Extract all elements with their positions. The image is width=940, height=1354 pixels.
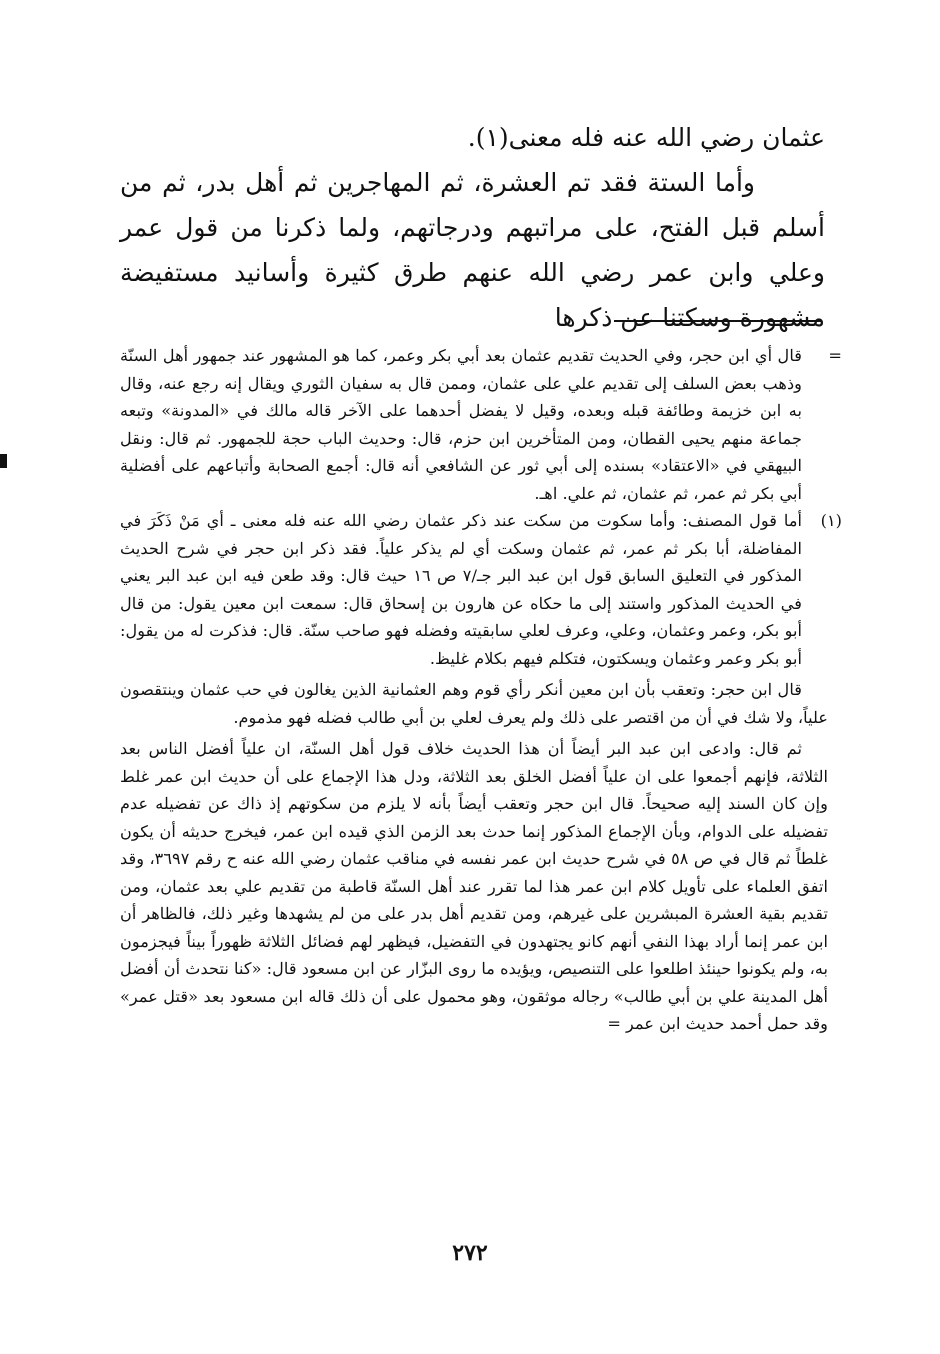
continuation-marker: = bbox=[828, 346, 842, 365]
footnote-1-paragraph-c: ثم قال: وادعى ابن عبد البر أيضاً أن هذا الحديث خلاف قول أهل السنّة، ان علياً أفضل الناس بعد الثلاثة، فإنهم أجمعوا على ان علياً أفضل الخلق بعد الثلاثة، ودل هذا الإجماع على أن حديث ابن عمر غلط وإن كان السند إليه صحيحاً. قال ابن حجر وتعقب أيضاً بأنه لا يلزم من سكوتهم إذ ذاك عن تفضيله عدم تفضيله على الدوام، وبأن الإجماع المذكور إنما حدث بعد الزمن الذي قيده ابن عمر، فيخرج حديثه أن يكون غلطاً ثم قال في ص ٥٨ في شرح حديث ابن عمر نفسه في مناقب عثمان رضي الله عنه ح رقم ٣٦٩٧، وقد اتفق العلماء على تأويل كلام ابن عمر هذا لما تقرر عند أهل السنّة قاطبة من تقديم علي بعد عثمان، ومن تقديم بقية العشرة المبشرين على غيرهم، ومن تقديم أهل بدر على من لم يشهدها وغير ذلك، فالظاهر أن ابن عمر إنما أراد بهذا النفي أنهم كانو يجتهدون في التفضيل، فيظهر لهم فضائل الثلاثة ظهوراً بيناً فيجزمون به، ولم يكونوا حينئذ اطلعوا على التنصيص، ويؤيده ما روى البزّار عن ابن مسعود قال: «كنا نتحدث أن أفضل أهل المدينة علي بن أبي طالب» رجاله موثقون، وهو محمول على أن ذلك قاله ابن مسعود بعد «قتل عمر» وقد حمل أحمد حديث ابن عمر = bbox=[120, 739, 828, 1033]
page-number: ٢٧٢ bbox=[452, 1240, 488, 1266]
footnote-1-text: أما قول المصنف: وأما سكوت من سكت عند ذكر عثمان رضي الله عنه فله معنى ـ أي مَنْ ذَكَرَ في المفاضلة، أبا بكر ثم عمر، ثم عثمان وسكت أي لم يذكر علياً. فقد ذكر ابن حجر في شرح الحديث المذكور في التعليق السابق قول ابن عبد البر جـ/٧ ص ١٦ حيث قال: وقد طعن فيه ابن عبد البر يعني في الحديث المذكور واستند إلى ما حكاه عن هارون بن إسحاق قال: سمعت ابن معين يقول: من قال أبو بكر، وعمر وعثمان، وعلي، وعرف لعلي سابقيته وفضله فهو صاحب سنّة. قال: فذكرت له من يقول: أبو بكر وعمر وعثمان ويسكتون، فتكلم فيهم بكلام غليظ. bbox=[120, 511, 802, 668]
footnote-separator-rule bbox=[614, 320, 822, 322]
scan-edge-mark bbox=[0, 454, 7, 468]
main-text-line-1: عثمان رضي الله عنه فله معنى(١). bbox=[467, 123, 825, 152]
footnote-continuation bbox=[120, 342, 842, 507]
footnote-1-marker: (١) bbox=[820, 511, 842, 530]
main-text-paragraph: وأما الستة فقد تم العشرة، ثم المهاجرين ثم أهل بدر، ثم من أسلم قبل الفتح، على مراتبهم ودرجاتهم، ولما ذكرنا من قول عمر وعلي وابن عمر رضي الله عنهم طرق كثيرة وأسانيد مستفيضة مشهورة وسكتنا عن ذكرها bbox=[120, 168, 825, 332]
footnote-1-paragraph-b: قال ابن حجر: وتعقب بأن ابن معين أنكر رأي قوم وهم العثمانية الذين يغالون في حب عثمان وينتقصون علياً، ولا شك في أن من اقتصر على ذلك ولم يعرف لعلي بن أبي طالب فضله فهو مذموم. bbox=[120, 680, 828, 727]
footnote-continuation-text: قال أي ابن حجر، وفي الحديث تقديم عثمان بعد أبي بكر وعمر، كما هو المشهور عند جمهور أهل السنّة وذهب بعض السلف إلى تقديم علي على عثمان، وممن قال به سفيان الثوري ويقال إنه رجع عنه، وقال به ابن خزيمة وطائفة قبله وبعده، وقيل لا يفضل أحدهما على الآخر قاله مالك في «المدونة» وتبعه جماعة منهم يحيى القطان، ومن المتأخرين ابن حزم، قال: وحديث الباب حجة للجمهور. ثم قال: ونقل البيهقي في «الاعتقاد» بسنده إلى أبي ثور عن الشافعي أنه قال: أجمع الصحابة وأتباعهم على أفضلية أبي بكر ثم عمر، ثم عثمان، ثم علي. اهـ. bbox=[120, 346, 802, 503]
footnotes-block bbox=[120, 342, 842, 1038]
main-text-block bbox=[120, 115, 825, 340]
footnote-1 bbox=[120, 507, 842, 672]
